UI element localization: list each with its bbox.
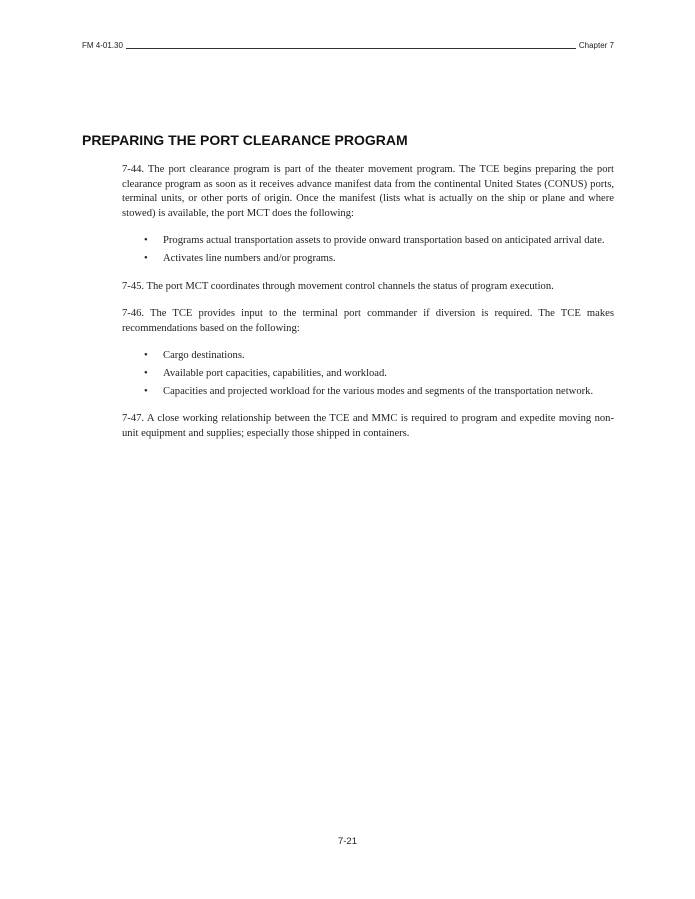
list-item: [122, 367, 614, 382]
header-manual-id: FM 4-01.30: [82, 41, 123, 50]
list-item: [122, 349, 614, 364]
bullet-list-mct-actions: [122, 234, 614, 266]
list-item-text: Programs actual transportation assets to provide onward transportation based on anticipated arrival date.: [163, 235, 605, 247]
bullet-icon: •: [144, 385, 148, 397]
list-item-text: Activates line numbers and/or programs.: [163, 252, 336, 264]
list-item-text: Available port capacities, capabilities, and workload.: [163, 367, 387, 379]
paragraph-7-45: 7-45. The port MCT coordinates through movement control channels the status of program execution.: [122, 280, 554, 292]
header-rule: [126, 48, 576, 49]
paragraph-7-46: 7-46. The TCE provides input to the terminal port commander if diversion is required. The TCE makes recommendations based on the following:: [122, 308, 614, 334]
page-number: 7-21: [337, 836, 357, 847]
bullet-icon: •: [144, 235, 148, 247]
bullet-icon: •: [144, 367, 148, 379]
running-header: [82, 40, 614, 52]
bullet-icon: •: [144, 252, 148, 264]
bullet-icon: •: [144, 350, 148, 362]
paragraph-7-47: 7-47. A close working relationship between the TCE and MMC is required to program and expedite moving non-unit equipment and supplies; especially those shipped in containers.: [122, 413, 614, 439]
section-title: PREPARING THE PORT CLEARANCE PROGRAM: [82, 132, 408, 148]
list-item: [122, 252, 614, 267]
header-chapter: Chapter 7: [578, 41, 614, 50]
bullet-list-recommendations: [122, 349, 614, 399]
body-text: [122, 163, 614, 454]
list-item: [122, 234, 614, 249]
list-item: [122, 385, 614, 400]
list-item-text: Cargo destinations.: [163, 350, 245, 362]
paragraph-7-44: 7-44. The port clearance program is part of the theater movement program. The TCE begins preparing the port clearance program as soon as it receives advance manifest data from the continental United States (CONUS) ports, terminal units, or other ports of origin. Once the manifest (lists what is actually on the ship or plane and where stowed) is available, the port MCT does the following:: [122, 164, 614, 219]
list-item-text: Capacities and projected workload for the various modes and segments of the transportation network.: [163, 385, 594, 397]
